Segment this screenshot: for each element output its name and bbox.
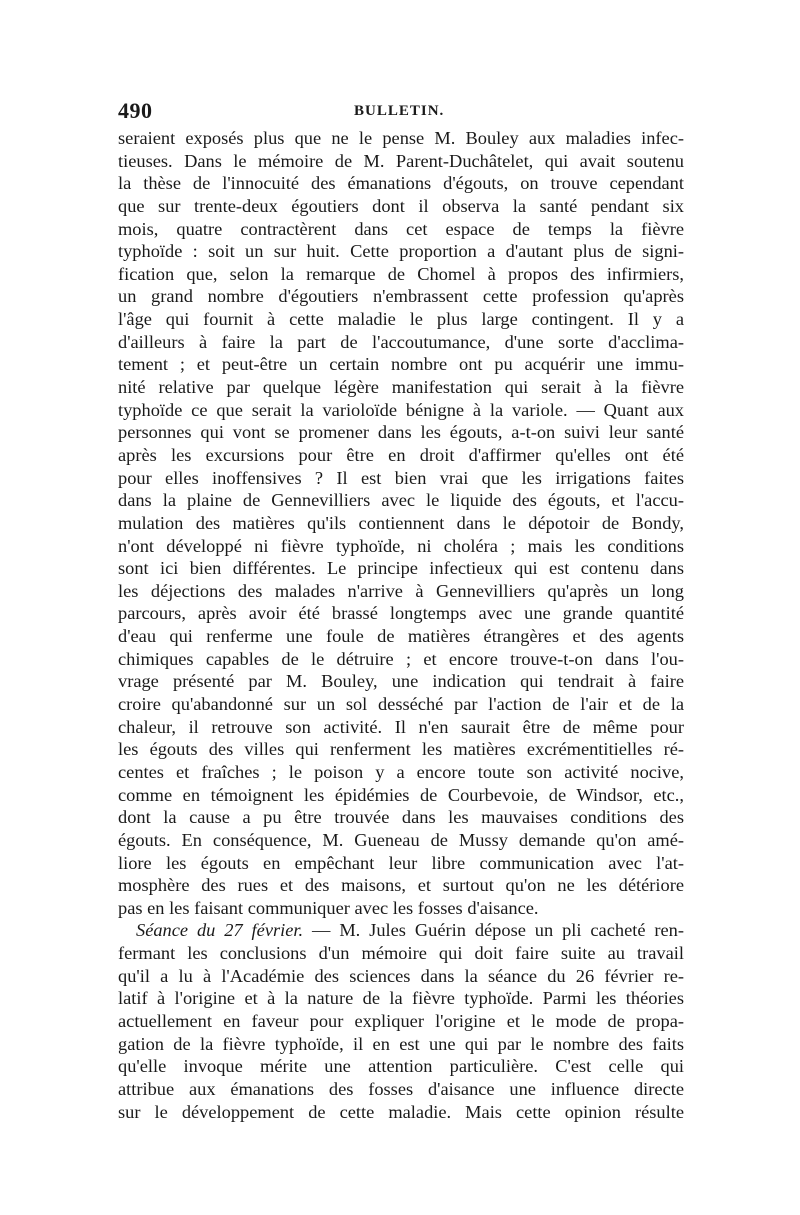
text-line: personnes qui vont se promener dans les égouts, a-t-on suivi leur santé <box>118 422 684 443</box>
text-line: latif à l'origine et à la nature de la fièvre typhoïde. Parmi les théories <box>118 988 684 1009</box>
text-line: dont la cause a pu être trouvée dans les mauvaises conditions des <box>118 807 684 828</box>
text-line: sur le développement de cette maladie. Mais cette opinion résulte <box>118 1101 684 1122</box>
text-line: qu'elle invoque mérite une attention particulière. C'est celle qui <box>118 1056 684 1077</box>
paragraph-2 <box>118 919 684 1123</box>
text-line: les déjections des malades n'arrive à Gennevilliers qu'après un long <box>118 580 684 601</box>
running-head <box>118 98 684 124</box>
text-line: dans la plaine de Gennevilliers avec le liquide des égouts, et l'accu- <box>118 490 684 511</box>
text-line: seraient exposés plus que ne le pense M. Bouley aux maladies infec- <box>118 128 684 148</box>
text-line: typhoïde : soit un sur huit. Cette proportion a d'autant plus de signi- <box>118 241 684 262</box>
text-line: mois, quatre contractèrent dans cet espace de temps la fièvre <box>118 218 684 239</box>
paragraph-1 <box>118 127 684 919</box>
text-line: typhoïde ce que serait la varioloïde bénigne à la variole. — Quant aux <box>118 399 684 420</box>
text-line: après les excursions pour être en droit d'affirmer qu'elles ont été <box>118 444 684 465</box>
text-line: chimiques capables de le détruire ; et encore trouve-t-on dans l'ou- <box>118 648 684 669</box>
text-line: pour elles inoffensives ? Il est bien vrai que les irrigations faites <box>118 467 684 488</box>
text-line: qu'il a lu à l'Académie des sciences dans la séance du 26 février re- <box>118 965 684 986</box>
text-line: les égouts des villes qui renferment les matières excrémentitielles ré- <box>118 739 684 760</box>
text-line: attribue aux émanations des fosses d'aisance une influence directe <box>118 1078 684 1099</box>
text-line: sont ici bien différentes. Le principe infectieux qui est contenu dans <box>118 558 684 579</box>
session-date: Séance du 27 février. <box>136 920 304 941</box>
text-line: tieuses. Dans le mémoire de M. Parent-Duchâtelet, qui avait soutenu <box>118 150 684 171</box>
text-line: mulation des matières qu'ils contiennent dans le dépotoir de Bondy, <box>118 512 684 533</box>
text-line: la thèse de l'innocuité des émanations d'égouts, on trouve cependant <box>118 173 684 194</box>
text-line: un grand nombre d'égoutiers n'embrassent cette profession qu'après <box>118 286 684 307</box>
text-line: centes et fraîches ; le poison y a encore toute son activité nocive, <box>118 761 684 782</box>
text-line: parcours, après avoir été brassé longtemps avec une grande quantité <box>118 603 684 624</box>
running-title: BULLETIN. <box>354 103 445 119</box>
page-number: 490 <box>118 98 153 123</box>
text-line: égouts. En conséquence, M. Gueneau de Mussy demande qu'on amé- <box>118 829 684 850</box>
text-line: chaleur, il retrouve son activité. Il n'en saurait être de même pour <box>118 716 684 737</box>
text-line: n'ont développé ni fièvre typhoïde, ni choléra ; mais les conditions <box>118 535 684 556</box>
text-line: liore les égouts en empêchant leur libre communication avec l'at- <box>118 852 684 873</box>
text-line: pas en les faisant communiquer avec les fosses d'aisance. <box>118 897 539 918</box>
text-line: d'ailleurs à faire la part de l'accoutumance, d'une sorte d'acclima- <box>118 331 684 352</box>
text-line: fermant les conclusions d'un mémoire qui doit faire suite au travail <box>118 943 684 964</box>
text-line: l'âge qui fournit à cette maladie le plus large contingent. Il y a <box>118 309 684 330</box>
text-line: que sur trente-deux égoutiers dont il observa la santé pendant six <box>118 195 684 216</box>
text-line: gation de la fièvre typhoïde, il en est une qui par le nombre des faits <box>118 1033 684 1054</box>
text-line: croire qu'abandonné sur un sol desséché par l'action de l'air et de la <box>118 694 684 715</box>
text-line: actuellement en faveur pour expliquer l'origine et le mode de propa- <box>118 1010 684 1031</box>
text-line: vrage présenté par M. Bouley, une indication qui tendrait à faire <box>118 671 684 692</box>
text-line: nité relative par quelque légère manifestation qui serait à la fièvre <box>118 377 684 398</box>
body-text <box>118 127 684 1123</box>
text-line: mosphère des rues et des maisons, et surtout qu'on ne les détériore <box>118 875 684 896</box>
text-line: Séance du 27 février. — M. Jules Guérin dépose un pli cacheté ren- <box>136 920 684 941</box>
text-line: tement ; et peut-être un certain nombre ont pu acquérir une immu- <box>118 354 684 375</box>
text-line: comme en témoignent les épidémies de Courbevoie, de Windsor, etc., <box>118 784 684 805</box>
text-line: fication que, selon la remarque de Chomel à propos des infirmiers, <box>118 263 684 284</box>
text-line: d'eau qui renferme une foule de matières étrangères et des agents <box>118 626 684 647</box>
